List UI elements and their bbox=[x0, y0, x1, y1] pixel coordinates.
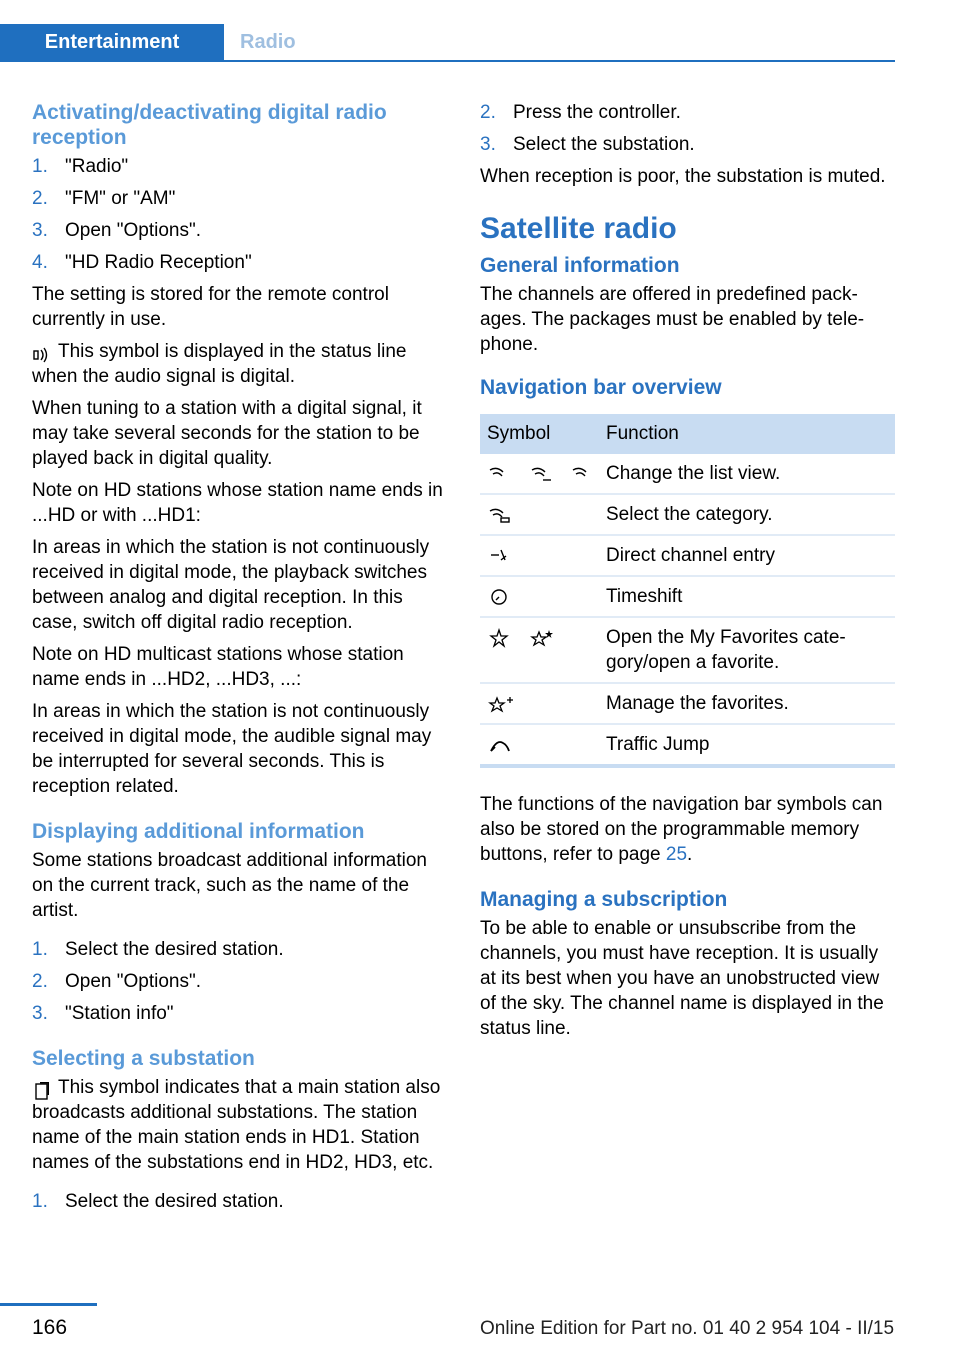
digital-signal-icon bbox=[32, 342, 54, 360]
tab-radio[interactable]: Radio bbox=[240, 31, 296, 53]
substation-icon bbox=[32, 1078, 54, 1096]
function-cell: Timeshift bbox=[599, 576, 895, 617]
heading-navbar-overview: Navigation bar overview bbox=[480, 376, 722, 399]
function-cell: Select the category. bbox=[599, 494, 895, 535]
favorites-icon bbox=[487, 628, 557, 648]
tab-divider bbox=[0, 60, 895, 62]
list-item: 2. Press the controller. bbox=[480, 102, 681, 123]
steps-activate bbox=[32, 154, 448, 275]
page-link[interactable]: 25 bbox=[665, 844, 688, 865]
symbol-cell bbox=[480, 454, 599, 494]
function-cell: Manage the favorites. bbox=[599, 683, 895, 724]
list-item: 3. Open "Options". bbox=[32, 220, 202, 241]
table-row bbox=[480, 576, 895, 617]
table-row bbox=[480, 535, 895, 576]
list-view-icon bbox=[487, 464, 587, 484]
para-substation: This symbol indicates that a main station also broadcasts additional substations. The station name of the main station ends in HD1. Station names of the substations end in HD2, HD3, etc. bbox=[32, 1077, 441, 1173]
para-general: The channels are offered in predefined packages. The packages must be enabled by telephone. bbox=[480, 284, 865, 355]
list-item: 3. "Station info" bbox=[32, 1003, 174, 1024]
function-cell: Change the list view. bbox=[599, 454, 895, 494]
para-tuning: When tuning to a station with a digital signal, it may take several seconds for the station to be played back in digital quality. bbox=[32, 398, 422, 469]
symbol-cell bbox=[480, 683, 599, 724]
list-item: 4. "HD Radio Reception" bbox=[32, 252, 252, 273]
category-icon bbox=[487, 505, 517, 525]
para-stored: The setting is stored for the remote control currently in use. bbox=[32, 284, 389, 330]
para-subscription: To be able to enable or unsubscribe from the channels, you must have reception. It is usually at its best when you have an unobstructed view of the sky. The channel name is displayed in the status line. bbox=[480, 918, 884, 1039]
para-note-hd: Note on HD stations whose station name ends in ...HD or with ...HD1: bbox=[32, 480, 443, 526]
symbol-cell bbox=[480, 576, 599, 617]
table-row bbox=[480, 724, 895, 766]
function-cell: Traffic Jump bbox=[599, 724, 895, 766]
function-cell: Direct channel entry bbox=[599, 535, 895, 576]
list-item: 1. "Radio" bbox=[32, 156, 129, 177]
function-cell: Open the My Favorites category/open a favorite. bbox=[599, 617, 895, 683]
para-areas-2: In areas in which the station is not continuously received in digital mode, the audible signal may be interrupted for several seconds. This is reception related. bbox=[32, 701, 432, 797]
heading-general-info: General information bbox=[480, 254, 680, 277]
heading-substation: Selecting a substation bbox=[32, 1047, 255, 1070]
left-column bbox=[32, 100, 448, 1221]
navbar-table bbox=[480, 414, 895, 768]
list-item: 2. Open "Options". bbox=[32, 971, 202, 992]
list-item: 3. Select the substation. bbox=[480, 134, 695, 155]
tab-entertainment[interactable]: Entertainment bbox=[0, 24, 224, 60]
steps-display bbox=[32, 937, 448, 1026]
steps-substation-cont bbox=[480, 100, 895, 157]
table-row bbox=[480, 454, 895, 494]
para-poor-reception: When reception is poor, the substation is muted. bbox=[480, 166, 886, 187]
right-column bbox=[480, 100, 895, 1048]
heading-satellite-radio: Satellite radio bbox=[480, 212, 677, 245]
list-item: 1. Select the desired station. bbox=[32, 1191, 284, 1212]
heading-activate-digital: Activating/deactivating digital radio reception bbox=[32, 101, 387, 149]
heading-subscription: Managing a subscription bbox=[480, 888, 728, 911]
symbol-cell bbox=[480, 724, 599, 766]
page-number: 166 bbox=[32, 1316, 68, 1339]
timeshift-icon bbox=[487, 587, 517, 607]
list-item: 1. Select the desired station. bbox=[32, 939, 284, 960]
para-functions: The functions of the navigation bar symbols can also be stored on the programmable memory buttons, refer to page 25. bbox=[480, 794, 883, 865]
para-display: Some stations broadcast additional information on the current track, such as the name of the artist. bbox=[32, 850, 428, 921]
col-header-function: Function bbox=[599, 414, 895, 454]
list-item: 2. "FM" or "AM" bbox=[32, 188, 176, 209]
table-row bbox=[480, 683, 895, 724]
para-note-multicast: Note on HD multicast stations whose station name ends in ...HD2, ...HD3, ...: bbox=[32, 644, 404, 690]
symbol-cell bbox=[480, 535, 599, 576]
table-row bbox=[480, 617, 895, 683]
symbol-cell bbox=[480, 617, 599, 683]
chapter-tabs bbox=[0, 24, 895, 62]
symbol-cell bbox=[480, 494, 599, 535]
manage-favorites-icon bbox=[487, 694, 517, 714]
para-areas-1: In areas in which the station is not continuously received in digital mode, the playback switches between analog and digital reception. In this case, switch off digital radio reception. bbox=[32, 537, 430, 633]
table-row bbox=[480, 494, 895, 535]
col-header-symbol: Symbol bbox=[480, 414, 599, 454]
edition-text: Online Edition for Part no. 01 40 2 954 104 - II/15 bbox=[480, 1318, 895, 1339]
heading-display-info: Displaying additional information bbox=[32, 820, 365, 843]
para-symbol: This symbol is displayed in the status line when the audio signal is digital. bbox=[32, 341, 407, 387]
footer-divider bbox=[0, 1303, 97, 1306]
traffic-jump-icon bbox=[487, 735, 517, 755]
direct-entry-icon bbox=[487, 546, 517, 566]
steps-substation bbox=[32, 1189, 448, 1214]
